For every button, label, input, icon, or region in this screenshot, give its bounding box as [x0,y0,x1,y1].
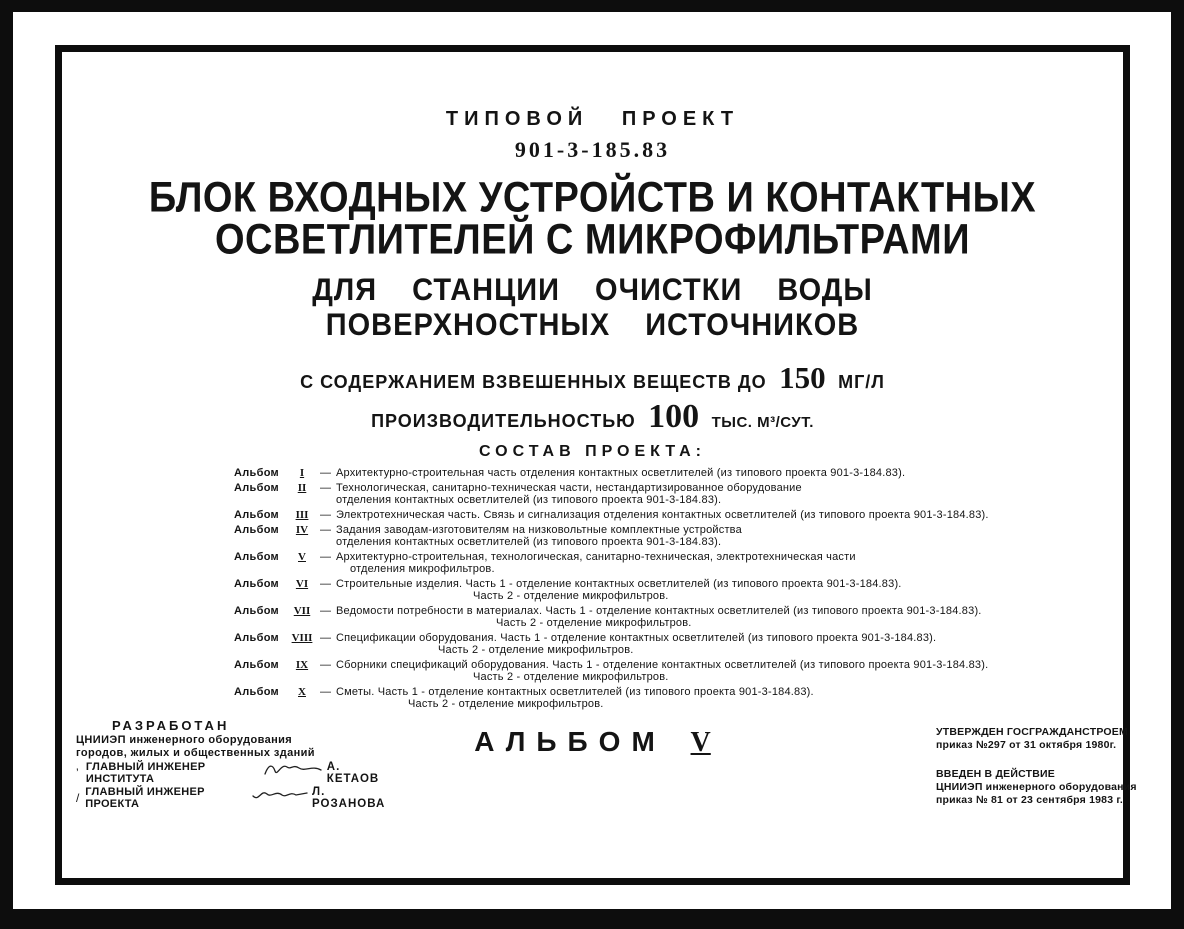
album-row-7 [234,605,1114,629]
album-row-9 [234,659,1114,683]
album-line: Электротехническая часть. Связь и сигнализация отделения контактных осветлителей (из типового проекта 901-3-184.83). [336,509,989,521]
album-label: Альбом [234,467,279,479]
album-label: Альбом [234,578,279,590]
album-row-2 [234,482,1114,506]
signer-role: ГЛАВНЫЙ ИНЖЕНЕР ИНСТИТУТА [85,760,206,785]
album-dash: — [320,578,331,590]
album-line: Задания заводам-изготовителям на низковольтные комплектные устройства [336,524,742,536]
album-label: Альбом [234,551,279,563]
capacity-line [62,399,1123,435]
album-dash: — [320,659,331,671]
album-dash: — [320,467,331,479]
doc-type: ТИПОВОЙ ПРОЕКТ [445,108,740,130]
signer-role: ГЛАВНЫЙ ИНЖЕНЕР ПРОЕКТА [85,785,205,810]
subtitle-line-2: ПОВЕРХНОСТНЫХ ИСТОЧНИКОВ [325,307,860,343]
album-numeral: VI [295,578,309,590]
album-line: Архитектурно-строительная, технологическая, санитарно-техническая, электротехническая части [336,551,856,563]
album-line: отделения контактных осветлителей (из типового проекта 901-3-184.83). [336,536,722,548]
spec1-value: 150 [779,360,826,395]
spec2-suffix: ТЫС. М³/СУТ. [711,414,814,431]
album-numeral: IX [295,659,309,671]
album-label: Альбом [234,605,279,617]
album-line: Часть 2 - отделение микрофильтров. [408,698,604,710]
album-description [336,482,1114,506]
album-numeral: VIII [291,632,313,644]
signer-row-project [76,786,396,809]
album-dash: — [320,632,331,644]
composition-heading: СОСТАВ ПРОЕКТА: [479,443,706,460]
title-line-1: БЛОК ВХОДНЫХ УСТРОЙСТВ И КОНТАКТНЫХ [148,174,1037,222]
album-row-10 [234,686,1114,710]
enacted-order: приказ № 81 от 23 сентября 1983 г. [936,794,1124,806]
album-title-label: АЛЬБОМ [474,726,666,757]
album-dash: — [320,551,331,563]
spec1-suffix: МГ/Л [838,372,885,392]
org-line-1: ЦНИИЭП инженерного оборудования [76,734,293,746]
album-numeral: I [299,467,305,479]
spec2-value: 100 [648,398,700,435]
album-line: Строительные изделия. Часть 1 - отделение контактных осветлителей (из типового проекта 901-3-184.83). [336,578,902,590]
album-line: Часть 2 - отделение микрофильтров. [438,644,634,656]
approval-gap [936,752,1151,768]
album-line: Архитектурно-строительная часть отделения контактных осветлителей (из типового проекта 901-3-184.83). [336,467,906,479]
album-line: Ведомости потребности в материалах. Часть 1 - отделение контактных осветлителей (из типового проекта 901-3-184.83). [336,605,982,617]
approved-heading: УТВЕРЖДЕН ГОСГРАЖДАНСТРОЕМ [936,726,1128,738]
spec2-prefix: ПРОИЗВОДИТЕЛЬНОСТЬЮ [371,411,636,431]
album-line: Спецификации оборудования. Часть 1 - отделение контактных осветлителей (из типового проекта 901-3-184.83). [336,632,937,644]
album-description [336,659,1114,683]
main-title [62,174,1123,264]
album-label: Альбом [234,509,279,521]
title-line-2: ОСВЕТЛИТЕЛЕЙ С МИКРОФИЛЬТРАМИ [214,216,971,264]
enacted-heading: ВВЕДЕН В ДЕЙСТВИЕ [936,768,1055,780]
developed-block [76,718,396,809]
spec1-prefix: С СОДЕРЖАНИЕМ ВЗВЕШЕННЫХ ВЕЩЕСТВ ДО [300,372,767,392]
album-line: Часть 2 - отделение микрофильтров. [496,617,692,629]
album-numeral: III [295,509,309,521]
album-dash: — [320,524,331,536]
document-content [62,52,1137,878]
album-row-6 [234,578,1114,602]
album-row-3 [234,509,1114,521]
developed-heading: РАЗРАБОТАН [112,718,230,733]
album-line: Часть 2 - отделение микрофильтров. [473,671,669,683]
tick-mark: / [76,790,80,805]
album-row-1 [234,467,1114,479]
album-description [336,632,1114,656]
album-numeral: II [297,482,307,494]
album-line: Часть 2 - отделение микрофильтров. [473,590,669,602]
album-label: Альбом [234,482,279,494]
album-description [336,578,1114,602]
album-row-5 [234,551,1114,575]
enacted-org: ЦНИИЭП инженерного оборудования [936,781,1137,793]
album-label: Альбом [234,686,279,698]
album-line: отделения контактных осветлителей (из типового проекта 901-3-184.83). [336,494,722,506]
album-numeral: VII [293,605,311,617]
album-numeral: IV [295,524,309,536]
album-description [336,605,1114,629]
album-list [234,467,1114,710]
album-label: Альбом [234,659,279,671]
album-line: Сметы. Часть 1 - отделение контактных осветлителей (из типового проекта 901-3-184.83). [336,686,814,698]
album-description [336,686,1114,710]
album-dash: — [320,686,331,698]
album-row-4 [234,524,1114,548]
signature-icon [262,760,327,780]
album-description [336,509,1114,521]
signer-name: Л. РОЗАНОВА [312,785,386,810]
album-dash: — [320,605,331,617]
suspended-solids-line [62,361,1123,395]
album-line: Сборники спецификаций оборудования. Часть 1 - отделение контактных осветлителей (из типового проекта 901-3-184.83). [336,659,989,671]
approval-block [936,726,1151,807]
album-line: Технологическая, санитарно-техническая части, нестандартизированное оборудование [336,482,802,494]
album-dash: — [320,509,331,521]
org-line-2: городов, жилых и общественных зданий [76,747,315,759]
album-title-numeral: V [690,727,711,758]
signature-icon [250,785,312,805]
signer-row-institute [76,761,396,784]
album-description [336,524,1114,548]
album-description [336,551,1114,575]
album-label: Альбом [234,632,279,644]
tick-mark: ’ [76,765,79,780]
subtitle-line-1: ДЛЯ СТАНЦИИ ОЧИСТКИ ВОДЫ [312,272,873,308]
approved-order: приказ №297 от 31 октября 1980г. [936,739,1117,751]
subtitle [62,273,1123,343]
document-frame [55,45,1137,885]
album-line: отделения микрофильтров. [350,563,495,575]
album-numeral: V [298,551,306,563]
album-description [336,467,1114,479]
album-numeral: X [298,686,306,698]
signer-name: А. КЕТАОВ [326,760,380,785]
album-row-8 [234,632,1114,656]
album-label: Альбом [234,524,279,536]
album-dash: — [320,482,331,494]
doc-number: 901-3-185.83 [514,137,671,162]
